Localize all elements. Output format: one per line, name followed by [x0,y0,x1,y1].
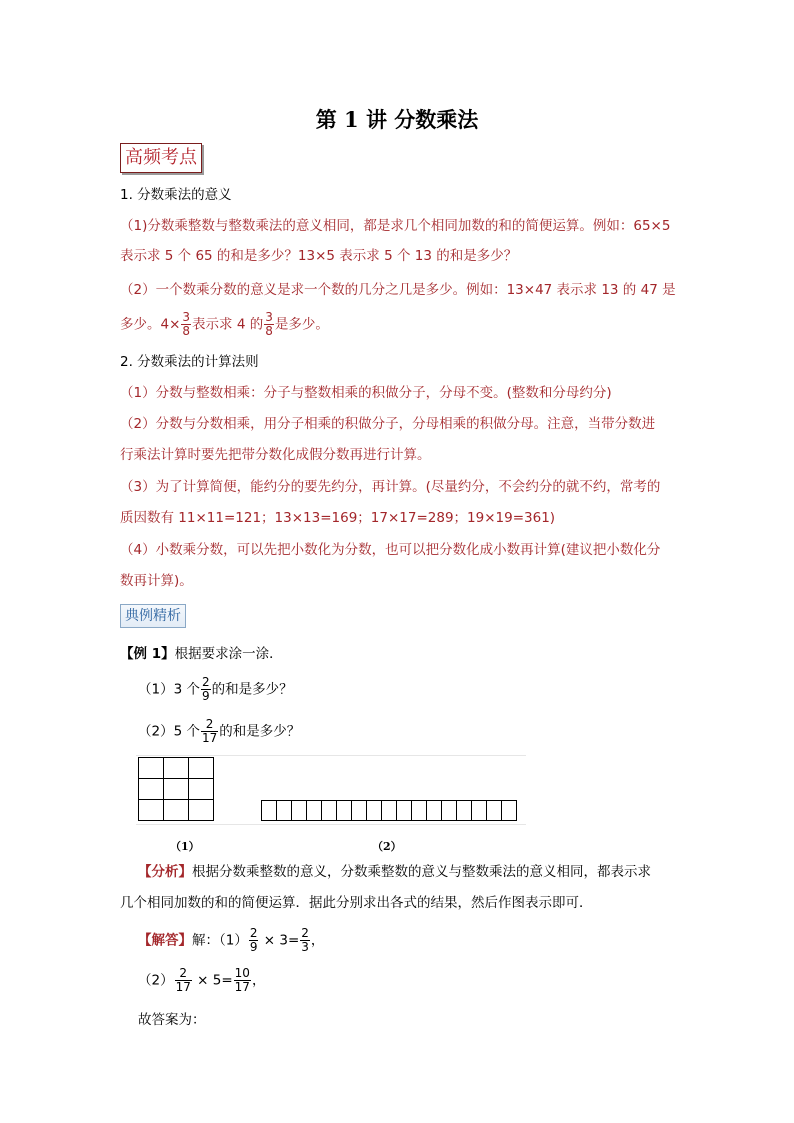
fraction: $\frac{3}{8}$ [265,310,273,338]
figure-caption-1: （1） [170,840,200,853]
example-1-label: 【例 1】 [120,646,175,662]
example-1-text: 根据要求涂一涂． [174,646,283,662]
heading-rules: 2. 分数乘法的计算法则 [120,354,259,370]
rules-line-6: （4）小数乘分数，可以先把小数化为分数，也可以把分数化成小数再计算(建议把小数化分 [120,542,661,558]
fraction: $\frac{2}{9}$ [249,926,258,954]
answer-line-2: （2） $\frac{2}{17}$ × 5= $\frac{10}{17}$ ， [138,966,266,994]
meaning-line-4-a: 多少。4× [120,316,181,333]
rules-line-2: （2）分数与分数相乘，用分子相乘的积做分子，分母相乘的积做分母。注意，当带分数进 [120,416,656,432]
answer-label: 【解答】 [138,932,192,949]
answer-line-1: 【解答】解：（1） $\frac{2}{9}$ × 3= $\frac{2}{3}$ ， [138,926,325,954]
example-1-prompt [120,642,283,666]
grid-1x17 [261,800,517,821]
analysis-label: 【分析】 [138,864,192,880]
figure-caption-2: （2） [372,840,402,853]
fraction: $\frac{2}{17}$ [175,966,191,994]
final-answer-line: 故答案为： [138,1012,206,1028]
analysis-line-1: 【分析】根据分数乘整数的意义，分数乘整数的意义与整数乘法的意义相同，都表示求 [138,864,651,880]
meaning-line-4-b: 表示求 4 的 [192,316,264,333]
page-title: 第 1 讲 分数乘法 [315,107,479,132]
fraction: $\frac{2}{3}$ [301,926,309,954]
fraction: $\frac{10}{17}$ [234,966,250,994]
fraction: $\frac{3}{8}$ [182,310,191,338]
question-2: （2）5 个 $\frac{2}{17}$ 的和是多少？ [138,717,301,745]
fraction: $\frac{2}{9}$ [201,675,210,703]
meaning-line-2: 表示求 5 个 65 的和是多少？13×5 表示求 5 个 13 的和是多少？ [120,248,518,264]
analysis-line-2: 几个相同加数的和的简便运算．据此分别求出各式的结果，然后作图表示即可． [120,895,593,911]
section-label-high-frequency: 高频考点 [120,143,202,173]
figure-frame-bottom [136,824,526,825]
meaning-line-1: （1)分数乘整数与整数乘法的意义相同，都是求几个相同加数的和的简便运算。例如：65×5 [120,218,671,234]
grid-3x3 [138,757,214,821]
meaning-line-4-c: 是多少。 [274,316,329,333]
rules-line-1: （1）分数与整数相乘：分子与整数相乘的积做分子，分母不变。(整数和分母约分) [120,385,612,401]
question-1: （1）3 个 $\frac{2}{9}$ 的和是多少？ [138,675,293,703]
fraction: $\frac{2}{17}$ [201,717,218,745]
section-label-examples: 典例精析 [120,604,186,628]
rules-line-4: （3）为了计算简便，能约分的要先约分，再计算。(尽量约分，不会约分的就不约，常考的 [120,479,661,495]
meaning-line-4 [120,311,329,338]
heading-meaning: 1. 分数乘法的意义 [120,187,232,203]
rules-line-3: 行乘法计算时要先把带分数化成假分数再进行计算。 [120,447,431,463]
rules-line-5: 质因数有 11×11=121；13×13=169；17×17=289；19×19=361) [120,510,556,526]
meaning-line-3: （2）一个数乘分数的意义是求一个数的几分之几是多少。例如：13×47 表示求 13 的 47 是 [120,282,676,298]
figure-frame-top [136,755,526,756]
rules-line-7: 数再计算)。 [120,573,193,589]
